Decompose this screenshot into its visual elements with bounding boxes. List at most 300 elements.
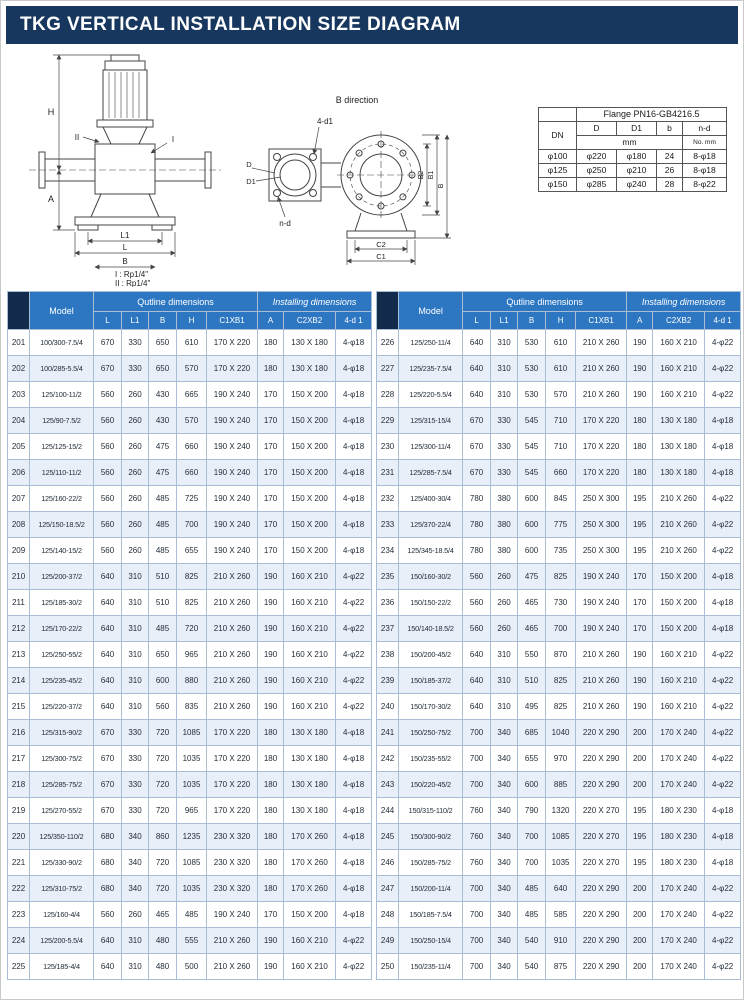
dim-cell: 330	[122, 746, 149, 772]
dim-cell: 380	[491, 538, 518, 564]
dim-cell: 4-φ22	[336, 928, 372, 954]
row-number: 207	[8, 486, 30, 512]
dim-cell: 170	[258, 512, 284, 538]
dim-cell: 555	[177, 928, 207, 954]
dim-cell: 170 X 220	[207, 720, 258, 746]
dim-cell: 170 X 220	[576, 434, 627, 460]
dim-cell: 670	[463, 408, 491, 434]
col-b: B	[518, 312, 546, 330]
dim-cell: 180	[258, 850, 284, 876]
dim-cell: 180	[258, 772, 284, 798]
dim-cell: 640	[463, 356, 491, 382]
dim-cell: 180	[627, 460, 653, 486]
flange-col-d: D	[577, 122, 617, 136]
dim-cell: 4-φ22	[705, 876, 741, 902]
table-row	[377, 772, 741, 798]
dim-cell: 340	[491, 876, 518, 902]
flange-col-dn: DN	[539, 122, 577, 150]
dim-cell: 310	[122, 928, 149, 954]
flange-corner-cell	[539, 108, 577, 122]
dim-cell: 130 X 180	[284, 330, 336, 356]
row-number: 230	[377, 434, 399, 460]
dim-cell: 825	[177, 564, 207, 590]
dim-cell: 195	[627, 824, 653, 850]
dim-cell: 200	[627, 954, 653, 980]
dim-cell: 560	[94, 538, 122, 564]
dim-cell: 610	[546, 356, 576, 382]
dim-cell: 4-φ22	[705, 668, 741, 694]
dim-cell: 540	[518, 954, 546, 980]
dim-cell: 340	[491, 772, 518, 798]
dim-cell: 720	[149, 772, 177, 798]
dim-cell: 640	[94, 928, 122, 954]
dim-cell: 4-φ18	[336, 850, 372, 876]
dim-a-label: A	[47, 194, 55, 204]
table-row	[8, 798, 372, 824]
dim-cell: 210 X 260	[207, 928, 258, 954]
dim-cell: 560	[94, 902, 122, 928]
dim-cell: 260	[491, 590, 518, 616]
row-number: 242	[377, 746, 399, 772]
dim-cell: 210 X 260	[576, 642, 627, 668]
dim-cell: 170	[258, 434, 284, 460]
dim-cell: 4-φ22	[336, 590, 372, 616]
dim-cell: 190	[627, 382, 653, 408]
dim-cell: 210 X 260	[576, 356, 627, 382]
dim-cell: 660	[177, 460, 207, 486]
dim-b-view-label: B	[438, 183, 445, 189]
dim-cell: 190 X 240	[207, 460, 258, 486]
row-number: 206	[8, 460, 30, 486]
dim-cell: 180	[258, 330, 284, 356]
dim-cell: 600	[518, 538, 546, 564]
dim-cell: 160 X 210	[284, 590, 336, 616]
dim-b2-label: B2	[418, 170, 425, 180]
col-l: L	[94, 312, 122, 330]
dim-cell: 720	[149, 720, 177, 746]
row-number: 231	[377, 460, 399, 486]
dim-cell: 220 X 290	[576, 720, 627, 746]
table-corner-cell	[8, 292, 30, 330]
dim-cell: 760	[463, 824, 491, 850]
row-number: 218	[8, 772, 30, 798]
model-cell: 125/220-5.5/4	[399, 382, 463, 408]
dim-cell: 1320	[546, 798, 576, 824]
port-i-label: I	[171, 135, 175, 144]
dim-cell: 685	[518, 720, 546, 746]
model-cell: 125/270-55/2	[30, 798, 94, 824]
dim-cell: 260	[122, 382, 149, 408]
dim-cell: 600	[518, 772, 546, 798]
row-number: 222	[8, 876, 30, 902]
row-number: 224	[8, 928, 30, 954]
row-number: 209	[8, 538, 30, 564]
dim-cell: 170 X 260	[284, 850, 336, 876]
dim-cell: 970	[546, 746, 576, 772]
dim-cell: 485	[149, 512, 177, 538]
row-number: 213	[8, 642, 30, 668]
dim-cell: 655	[518, 746, 546, 772]
dim-cell: 835	[177, 694, 207, 720]
dim-cell: 465	[518, 590, 546, 616]
flange-table-wrap	[538, 107, 727, 192]
dim-cell: 150 X 200	[653, 616, 705, 642]
dim-cell: 210 X 260	[207, 954, 258, 980]
dim-cell: 875	[546, 954, 576, 980]
table-row	[8, 408, 372, 434]
dim-cell: 4-φ22	[336, 694, 372, 720]
dim-cell: 190 X 240	[207, 512, 258, 538]
dim-cell: 465	[149, 902, 177, 928]
dim-cell: 210 X 260	[576, 330, 627, 356]
dim-l1-label: L1	[120, 231, 130, 240]
flange-cell: 8-φ18	[683, 164, 727, 178]
dim-cell: 330	[491, 460, 518, 486]
dim-cell: 170 X 220	[207, 330, 258, 356]
dim-b-label: B	[122, 257, 128, 266]
row-number: 247	[377, 876, 399, 902]
dim-cell: 550	[518, 642, 546, 668]
table-row	[8, 486, 372, 512]
dim-cell: 650	[149, 356, 177, 382]
dim-cell: 180 X 230	[653, 798, 705, 824]
dim-cell: 560	[94, 434, 122, 460]
dim-cell: 150 X 200	[284, 512, 336, 538]
row-number: 228	[377, 382, 399, 408]
model-cell: 125/140-15/2	[30, 538, 94, 564]
model-cell: 150/220-45/2	[399, 772, 463, 798]
dim-cell: 170	[258, 538, 284, 564]
model-cell: 125/300-11/4	[399, 434, 463, 460]
flange-unit-no: No. mm	[683, 136, 727, 150]
installing-group-header: Installing dimensions	[258, 292, 372, 312]
dim-cell: 340	[122, 876, 149, 902]
model-cell: 125/235-7.5/4	[399, 356, 463, 382]
pump-dimension-lines	[53, 55, 175, 267]
dim-cell: 640	[94, 642, 122, 668]
dim-b1-label: B1	[428, 170, 435, 180]
dim-cell: 4-φ22	[705, 330, 741, 356]
flange-cell: 24	[657, 150, 683, 164]
dim-cell: 4-φ22	[705, 720, 741, 746]
dim-cell: 640	[94, 564, 122, 590]
col-c2xb2: C2XB2	[653, 312, 705, 330]
dim-cell: 190	[258, 928, 284, 954]
model-cell: 150/200-11/4	[399, 876, 463, 902]
dim-cell: 560	[463, 564, 491, 590]
dim-cell: 880	[177, 668, 207, 694]
flange-cell: 26	[657, 164, 683, 178]
dim-cell: 1235	[177, 824, 207, 850]
dim-cell: 1035	[546, 850, 576, 876]
dim-cell: 640	[94, 668, 122, 694]
dim-cell: 130 X 180	[284, 356, 336, 382]
dim-cell: 170	[627, 590, 653, 616]
row-number: 219	[8, 798, 30, 824]
dim-4d1-label: 4-d1	[316, 117, 334, 126]
flange-cell: φ210	[617, 164, 657, 178]
dim-cell: 700	[463, 954, 491, 980]
dim-cell: 560	[94, 382, 122, 408]
dim-cell: 495	[518, 694, 546, 720]
dim-cell: 670	[463, 434, 491, 460]
dim-cell: 190	[258, 616, 284, 642]
dim-cell: 190	[258, 590, 284, 616]
dim-cell: 210 X 260	[207, 590, 258, 616]
table-row	[377, 928, 741, 954]
dim-cell: 180	[258, 356, 284, 382]
b-direction-drawing	[239, 91, 471, 306]
table-row	[377, 564, 741, 590]
model-cell: 150/185-7.5/4	[399, 902, 463, 928]
dim-cell: 180	[627, 408, 653, 434]
table-row	[8, 876, 372, 902]
dim-cell: 4-φ18	[336, 902, 372, 928]
model-cell: 125/125-15/2	[30, 434, 94, 460]
dim-cell: 190 X 240	[576, 616, 627, 642]
dim-cell: 260	[122, 512, 149, 538]
dim-cell: 170 X 240	[653, 746, 705, 772]
dim-cell: 130 X 180	[653, 460, 705, 486]
dim-cell: 170 X 220	[207, 746, 258, 772]
dim-cell: 310	[122, 616, 149, 642]
row-number: 232	[377, 486, 399, 512]
dim-nd-label: n-d	[279, 219, 291, 228]
model-cell: 125/250-55/2	[30, 642, 94, 668]
dim-cell: 825	[546, 564, 576, 590]
dim-cell: 195	[627, 486, 653, 512]
model-cell: 125/285-7.5/4	[399, 460, 463, 486]
dim-cell: 150 X 200	[284, 486, 336, 512]
model-cell: 125/315-15/4	[399, 408, 463, 434]
dim-cell: 640	[94, 590, 122, 616]
table-row	[539, 164, 727, 178]
dim-cell: 210 X 260	[653, 486, 705, 512]
dim-cell: 965	[177, 798, 207, 824]
dim-cell: 130 X 180	[284, 772, 336, 798]
dim-cell: 260	[122, 408, 149, 434]
model-cell: 150/160-30/2	[399, 564, 463, 590]
table-row	[8, 902, 372, 928]
dim-cell: 720	[177, 616, 207, 642]
dim-cell: 700	[546, 616, 576, 642]
dim-cell: 170	[258, 382, 284, 408]
dim-cell: 4-φ18	[336, 382, 372, 408]
dim-cell: 700	[463, 928, 491, 954]
dim-cell: 340	[491, 746, 518, 772]
installing-group-header: Installing dimensions	[627, 292, 741, 312]
dim-cell: 700	[463, 772, 491, 798]
dim-cell: 310	[491, 356, 518, 382]
dim-cell: 330	[122, 330, 149, 356]
row-number: 234	[377, 538, 399, 564]
table-row	[377, 538, 741, 564]
dim-cell: 310	[122, 694, 149, 720]
dim-cell: 170	[258, 408, 284, 434]
dim-cell: 380	[491, 512, 518, 538]
dim-cell: 485	[149, 616, 177, 642]
dim-cell: 4-φ18	[336, 824, 372, 850]
dim-cell: 545	[518, 460, 546, 486]
dim-cell: 160 X 210	[284, 668, 336, 694]
dim-cell: 640	[94, 694, 122, 720]
dim-cell: 260	[122, 486, 149, 512]
dim-cell: 670	[463, 460, 491, 486]
dim-cell: 230 X 320	[207, 824, 258, 850]
table-row	[377, 486, 741, 512]
dim-cell: 330	[122, 772, 149, 798]
dim-cell: 130 X 180	[284, 746, 336, 772]
flange-cell: 8-φ18	[683, 150, 727, 164]
dim-cell: 560	[94, 460, 122, 486]
table-row	[8, 850, 372, 876]
dim-cell: 530	[518, 356, 546, 382]
model-cell: 150/170-30/2	[399, 694, 463, 720]
dim-cell: 790	[518, 798, 546, 824]
dim-cell: 1085	[546, 824, 576, 850]
dim-cell: 510	[149, 564, 177, 590]
dim-d1-label: D1	[246, 177, 256, 186]
dim-cell: 560	[94, 512, 122, 538]
dim-cell: 330	[122, 798, 149, 824]
model-cell: 125/185-30/2	[30, 590, 94, 616]
model-cell: 150/285-75/2	[399, 850, 463, 876]
table-row	[377, 668, 741, 694]
dim-cell: 195	[627, 798, 653, 824]
dn-cell: φ150	[539, 178, 577, 192]
dim-cell: 825	[546, 694, 576, 720]
dim-cell: 4-φ22	[705, 382, 741, 408]
dimension-table-left	[7, 291, 372, 980]
table-row	[8, 590, 372, 616]
dim-cell: 340	[491, 954, 518, 980]
dim-cell: 4-φ22	[705, 694, 741, 720]
table-row	[377, 902, 741, 928]
dim-cell: 485	[518, 902, 546, 928]
table-row	[377, 824, 741, 850]
dim-cell: 4-φ22	[336, 564, 372, 590]
dim-cell: 170 X 260	[284, 876, 336, 902]
row-number: 237	[377, 616, 399, 642]
dim-cell: 965	[177, 642, 207, 668]
dim-cell: 310	[491, 330, 518, 356]
col-h: H	[546, 312, 576, 330]
dim-cell: 825	[546, 668, 576, 694]
dim-c2-label: C2	[376, 240, 386, 249]
dim-cell: 180	[258, 824, 284, 850]
dim-cell: 195	[627, 850, 653, 876]
dim-cell: 190 X 240	[207, 486, 258, 512]
dim-cell: 910	[546, 928, 576, 954]
port-ii-label: II	[74, 133, 80, 142]
dim-cell: 640	[463, 694, 491, 720]
dim-cell: 260	[122, 538, 149, 564]
dim-cell: 560	[149, 694, 177, 720]
row-number: 249	[377, 928, 399, 954]
dim-cell: 640	[463, 642, 491, 668]
dim-cell: 4-φ18	[705, 590, 741, 616]
dim-cell: 1035	[177, 876, 207, 902]
dimension-tables-section	[7, 291, 739, 980]
dim-cell: 330	[122, 356, 149, 382]
dim-cell: 4-φ18	[336, 356, 372, 382]
dim-cell: 700	[177, 512, 207, 538]
flange-cell: φ180	[617, 150, 657, 164]
dim-cell: 485	[149, 486, 177, 512]
table-row	[377, 720, 741, 746]
row-number: 223	[8, 902, 30, 928]
flange-col-b: b	[657, 122, 683, 136]
dim-cell: 210 X 260	[207, 564, 258, 590]
table-row	[8, 694, 372, 720]
col-l: L	[463, 312, 491, 330]
dim-cell: 380	[491, 486, 518, 512]
dim-cell: 720	[149, 746, 177, 772]
model-cell: 125/160-4/4	[30, 902, 94, 928]
table-row	[8, 616, 372, 642]
row-number: 216	[8, 720, 30, 746]
note-port-i: I : Rp1/4"	[115, 270, 149, 279]
dim-cell: 1035	[177, 772, 207, 798]
dim-cell: 680	[94, 876, 122, 902]
dim-cell: 465	[518, 616, 546, 642]
dim-cell: 4-φ22	[336, 642, 372, 668]
dim-cell: 160 X 210	[653, 642, 705, 668]
dimension-table-right	[376, 291, 741, 980]
dim-cell: 585	[546, 902, 576, 928]
b-direction-title: B direction	[335, 95, 379, 105]
model-cell: 125/160-22/2	[30, 486, 94, 512]
model-cell: 150/200-45/2	[399, 642, 463, 668]
table-row	[8, 382, 372, 408]
table-row	[377, 434, 741, 460]
flange-col-d1: D1	[617, 122, 657, 136]
model-cell: 125/300-75/2	[30, 746, 94, 772]
dim-cell: 190 X 240	[576, 564, 627, 590]
dim-cell: 530	[518, 382, 546, 408]
col-c1xb1: C1XB1	[576, 312, 627, 330]
dim-l-label: L	[122, 243, 128, 252]
dim-cell: 1035	[177, 746, 207, 772]
dim-cell: 170 X 240	[653, 772, 705, 798]
dim-cell: 510	[149, 590, 177, 616]
page-title: TKG VERTICAL INSTALLATION SIZE DIAGRAM	[20, 14, 461, 35]
table-row	[8, 928, 372, 954]
model-cell: 150/250-15/4	[399, 928, 463, 954]
row-number: 244	[377, 798, 399, 824]
dim-cell: 210 X 260	[576, 382, 627, 408]
note-port-ii: II : Rp1/4"	[115, 279, 151, 287]
dim-cell: 760	[463, 850, 491, 876]
dim-cell: 170 X 240	[653, 720, 705, 746]
table-row	[377, 512, 741, 538]
dim-cell: 190 X 240	[576, 590, 627, 616]
dim-cell: 250 X 300	[576, 512, 627, 538]
b-direction-outline	[269, 131, 425, 238]
dim-cell: 220 X 290	[576, 902, 627, 928]
row-number: 235	[377, 564, 399, 590]
dim-cell: 670	[94, 746, 122, 772]
dim-cell: 200	[627, 876, 653, 902]
dim-cell: 475	[149, 460, 177, 486]
dim-cell: 150 X 200	[653, 590, 705, 616]
dim-cell: 640	[546, 876, 576, 902]
flange-unit-mm: mm	[577, 136, 683, 150]
model-cell: 125/110-11/2	[30, 460, 94, 486]
dim-cell: 130 X 180	[653, 408, 705, 434]
dim-cell: 4-φ22	[705, 512, 741, 538]
model-cell: 125/220-37/2	[30, 694, 94, 720]
